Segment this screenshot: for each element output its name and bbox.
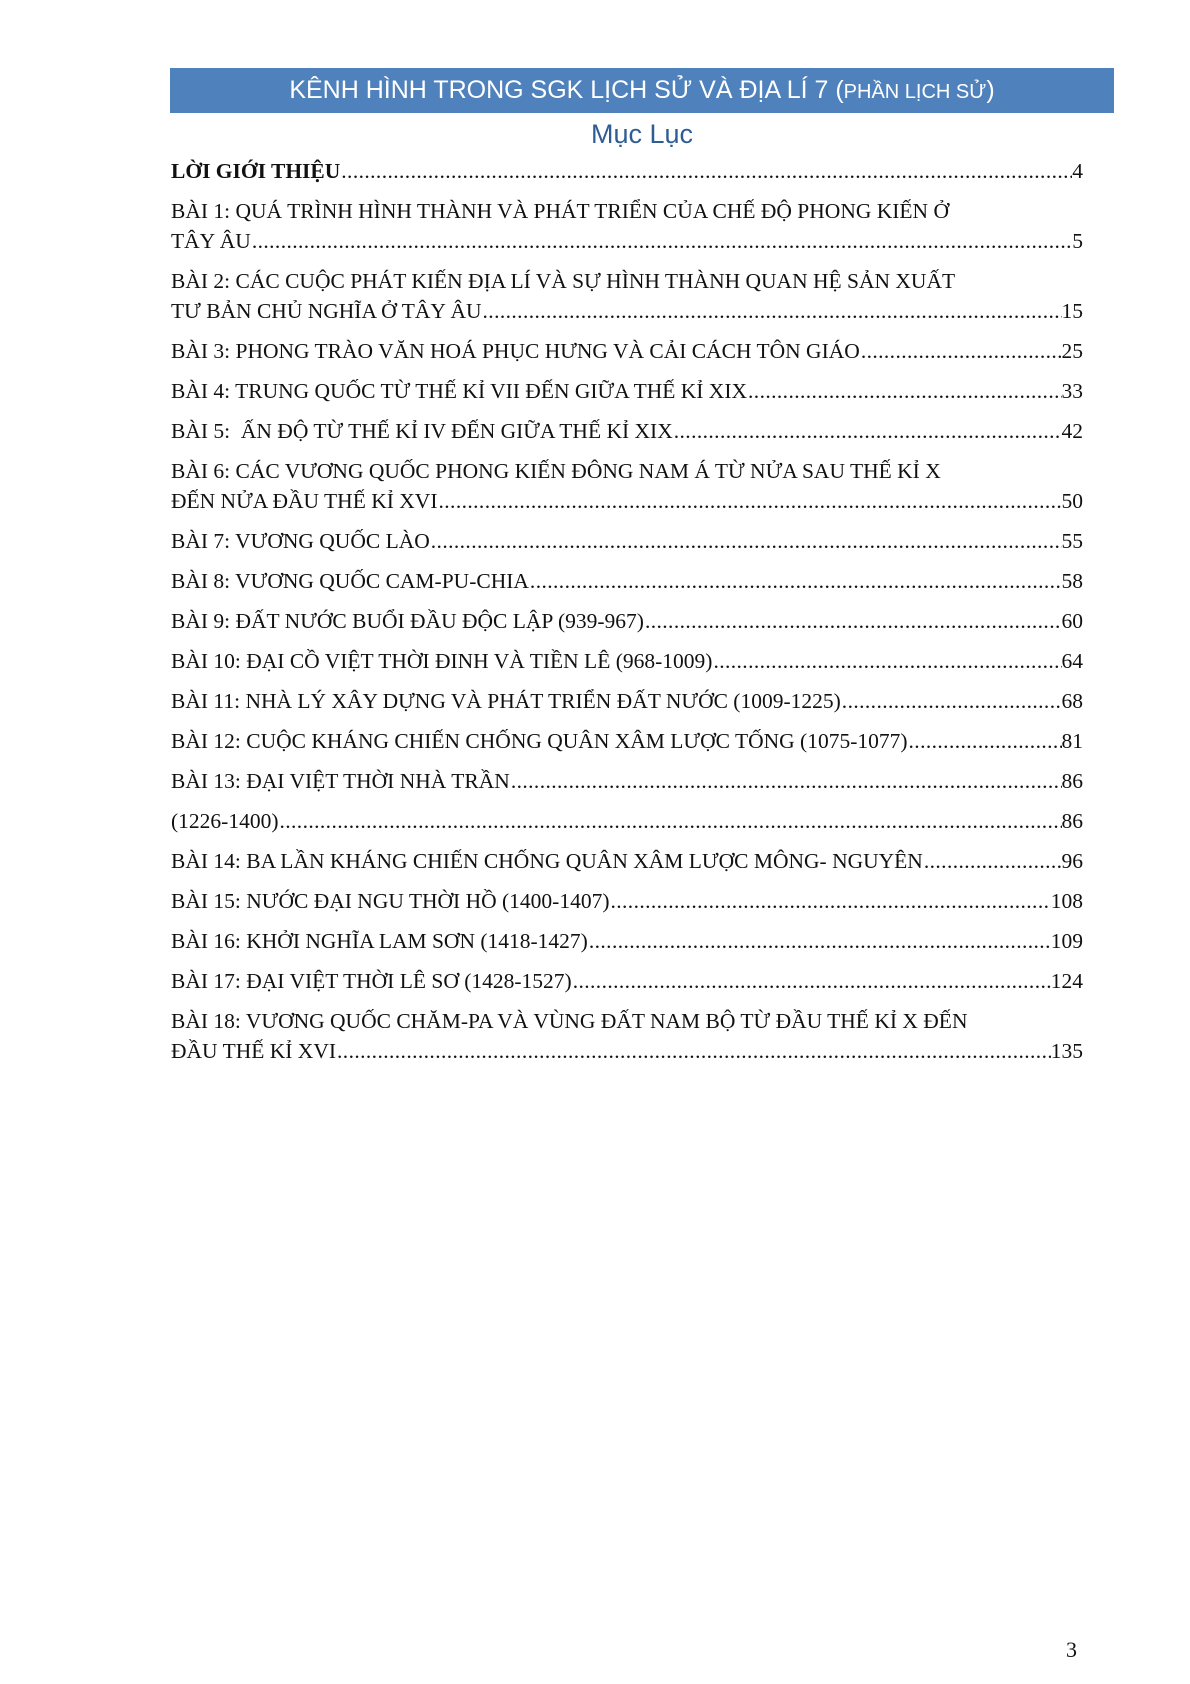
- toc-entry-title: BÀI 11: NHÀ LÝ XÂY DỰNG VÀ PHÁT TRIỂN ĐẤT NƯỚC (1009-1225): [171, 689, 841, 713]
- toc-page-number: 4: [1072, 159, 1083, 183]
- toc-page-number: 42: [1061, 419, 1083, 443]
- toc-page-number: 50: [1061, 489, 1083, 513]
- toc-entry-title: BÀI 5: ẤN ĐỘ TỪ THẾ KỈ IV ĐẾN GIỮA THẾ KỈ XIX: [171, 419, 673, 443]
- toc-entry-title: BÀI 17: ĐẠI VIỆT THỜI LÊ SƠ (1428-1527): [171, 969, 572, 993]
- toc-dot-leader: [644, 606, 1062, 636]
- toc-entry-lesson-10[interactable]: [171, 646, 1083, 676]
- toc-entry-lesson-13[interactable]: [171, 766, 1083, 796]
- toc-dot-leader: [482, 296, 1062, 326]
- toc-entry-lesson-11[interactable]: [171, 686, 1083, 716]
- toc-dot-leader: [588, 926, 1051, 956]
- toc-page-number: 86: [1061, 769, 1083, 793]
- toc-entry-lesson-1[interactable]: [171, 196, 1083, 256]
- toc-entry-lesson-15[interactable]: [171, 886, 1083, 916]
- toc-entry-lesson-16[interactable]: [171, 926, 1083, 956]
- toc-page-number: 15: [1061, 299, 1083, 323]
- toc-entry-lesson-17[interactable]: [171, 966, 1083, 996]
- toc-dot-leader: [510, 766, 1062, 796]
- header-title-subject: PHẦN LỊCH SỬ: [843, 81, 987, 103]
- toc-entry-title: TÂY ÂU: [171, 229, 251, 253]
- toc-dot-leader: [908, 726, 1062, 756]
- header-title-close: ): [986, 76, 995, 104]
- toc-dot-leader: [336, 1036, 1051, 1066]
- toc-page-number: 58: [1061, 569, 1083, 593]
- toc-dot-leader: [278, 806, 1061, 836]
- toc-dot-leader: [923, 846, 1062, 876]
- toc-entry-title: BÀI 3: PHONG TRÀO VĂN HOÁ PHỤC HƯNG VÀ CẢI CÁCH TÔN GIÁO: [171, 339, 860, 363]
- toc-page-number: 68: [1061, 689, 1083, 713]
- toc-entry-title: ĐẦU THẾ KỈ XVI: [171, 1039, 337, 1063]
- toc-page-number: 109: [1050, 929, 1083, 953]
- toc-dot-leader: [841, 686, 1062, 716]
- toc-dot-leader: [438, 486, 1062, 516]
- toc-entry-lesson-3[interactable]: [171, 336, 1083, 366]
- toc-page-number: 33: [1061, 379, 1083, 403]
- toc-entry-lesson-18[interactable]: [171, 1006, 1083, 1066]
- document-header-banner: [170, 68, 1114, 113]
- toc-dot-leader: [340, 156, 1072, 186]
- toc-entry-lesson-5[interactable]: [171, 416, 1083, 446]
- toc-dot-leader: [529, 566, 1062, 596]
- toc-entry-title: (1226-1400): [171, 809, 279, 833]
- header-title-main: KÊNH HÌNH TRONG SGK LỊCH SỬ VÀ ĐỊA LÍ 7 (: [289, 76, 844, 104]
- toc-page-number: 124: [1050, 969, 1083, 993]
- toc-page-number: 64: [1061, 649, 1083, 673]
- toc-entry-lesson-9[interactable]: [171, 606, 1083, 636]
- toc-entry-title: ĐẾN NỬA ĐẦU THẾ KỈ XVI: [171, 489, 438, 513]
- toc-page-number: 96: [1061, 849, 1083, 873]
- table-of-contents: [171, 156, 1083, 1076]
- toc-entry-title: BÀI 9: ĐẤT NƯỚC BUỔI ĐẦU ĐỘC LẬP (939-967): [171, 609, 644, 633]
- toc-entry-lesson-13-years[interactable]: [171, 806, 1083, 836]
- toc-page-number: 60: [1061, 609, 1083, 633]
- toc-entry-introduction[interactable]: [171, 156, 1083, 186]
- toc-entry-lesson-8[interactable]: [171, 566, 1083, 596]
- toc-entry-title: BÀI 12: CUỘC KHÁNG CHIẾN CHỐNG QUÂN XÂM LƯỢC TỐNG (1075-1077): [171, 729, 908, 753]
- toc-page-number: 5: [1072, 229, 1083, 253]
- toc-dot-leader: [609, 886, 1050, 916]
- toc-dot-leader: [747, 376, 1061, 406]
- toc-entry-title: BÀI 16: KHỞI NGHĨA LAM SƠN (1418-1427): [171, 929, 588, 953]
- toc-dot-leader: [673, 416, 1062, 446]
- toc-entry-title-line1: BÀI 18: VƯƠNG QUỐC CHĂM-PA VÀ VÙNG ĐẤT NAM BỘ TỪ ĐẦU THẾ KỈ X ĐẾN: [171, 1009, 968, 1033]
- toc-dot-leader: [251, 226, 1072, 256]
- toc-entry-title-line1: BÀI 6: CÁC VƯƠNG QUỐC PHONG KIẾN ĐÔNG NAM Á TỪ NỬA SAU THẾ KỈ X: [171, 459, 941, 483]
- toc-dot-leader: [430, 526, 1062, 556]
- toc-entry-lesson-12[interactable]: [171, 726, 1083, 756]
- toc-entry-lesson-14[interactable]: [171, 846, 1083, 876]
- toc-entry-title-line1: BÀI 2: CÁC CUỘC PHÁT KIẾN ĐỊA LÍ VÀ SỰ HÌNH THÀNH QUAN HỆ SẢN XUẤT: [171, 269, 956, 293]
- toc-dot-leader: [572, 966, 1051, 996]
- toc-entry-lesson-4[interactable]: [171, 376, 1083, 406]
- toc-entry-title: LỜI GIỚI THIỆU: [171, 159, 341, 183]
- toc-entry-title: BÀI 10: ĐẠI CỒ VIỆT THỜI ĐINH VÀ TIỀN LÊ (968-1009): [171, 649, 713, 673]
- toc-entry-lesson-2[interactable]: [171, 266, 1083, 326]
- toc-page-number: 86: [1061, 809, 1083, 833]
- toc-dot-leader: [860, 336, 1062, 366]
- toc-entry-title: BÀI 7: VƯƠNG QUỐC LÀO: [171, 529, 430, 553]
- toc-page-number: 81: [1061, 729, 1083, 753]
- toc-entry-title: BÀI 14: BA LẦN KHÁNG CHIẾN CHỐNG QUÂN XÂM LƯỢC MÔNG- NGUYÊN: [171, 849, 923, 873]
- toc-dot-leader: [712, 646, 1061, 676]
- toc-page-number: 135: [1050, 1039, 1083, 1063]
- toc-entry-title: BÀI 15: NƯỚC ĐẠI NGU THỜI HỒ (1400-1407): [171, 889, 610, 913]
- toc-entry-title-line1: BÀI 1: QUÁ TRÌNH HÌNH THÀNH VÀ PHÁT TRIỂN CỦA CHẾ ĐỘ PHONG KIẾN Ở: [171, 199, 949, 223]
- toc-entry-title: BÀI 13: ĐẠI VIỆT THỜI NHÀ TRẦN: [171, 769, 510, 793]
- toc-page-number: 25: [1061, 339, 1083, 363]
- toc-entry-title: BÀI 8: VƯƠNG QUỐC CAM-PU-CHIA: [171, 569, 529, 593]
- page-number: 3: [1066, 1637, 1077, 1662]
- toc-entry-title: TƯ BẢN CHỦ NGHĨA Ở TÂY ÂU: [171, 299, 482, 323]
- toc-entry-lesson-6[interactable]: [171, 456, 1083, 516]
- toc-entry-lesson-7[interactable]: [171, 526, 1083, 556]
- toc-page-number: 55: [1061, 529, 1083, 553]
- toc-page-number: 108: [1050, 889, 1083, 913]
- toc-entry-title: BÀI 4: TRUNG QUỐC TỪ THẾ KỈ VII ĐẾN GIỮA THẾ KỈ XIX: [171, 379, 748, 403]
- toc-heading: Mục Lục: [590, 119, 694, 149]
